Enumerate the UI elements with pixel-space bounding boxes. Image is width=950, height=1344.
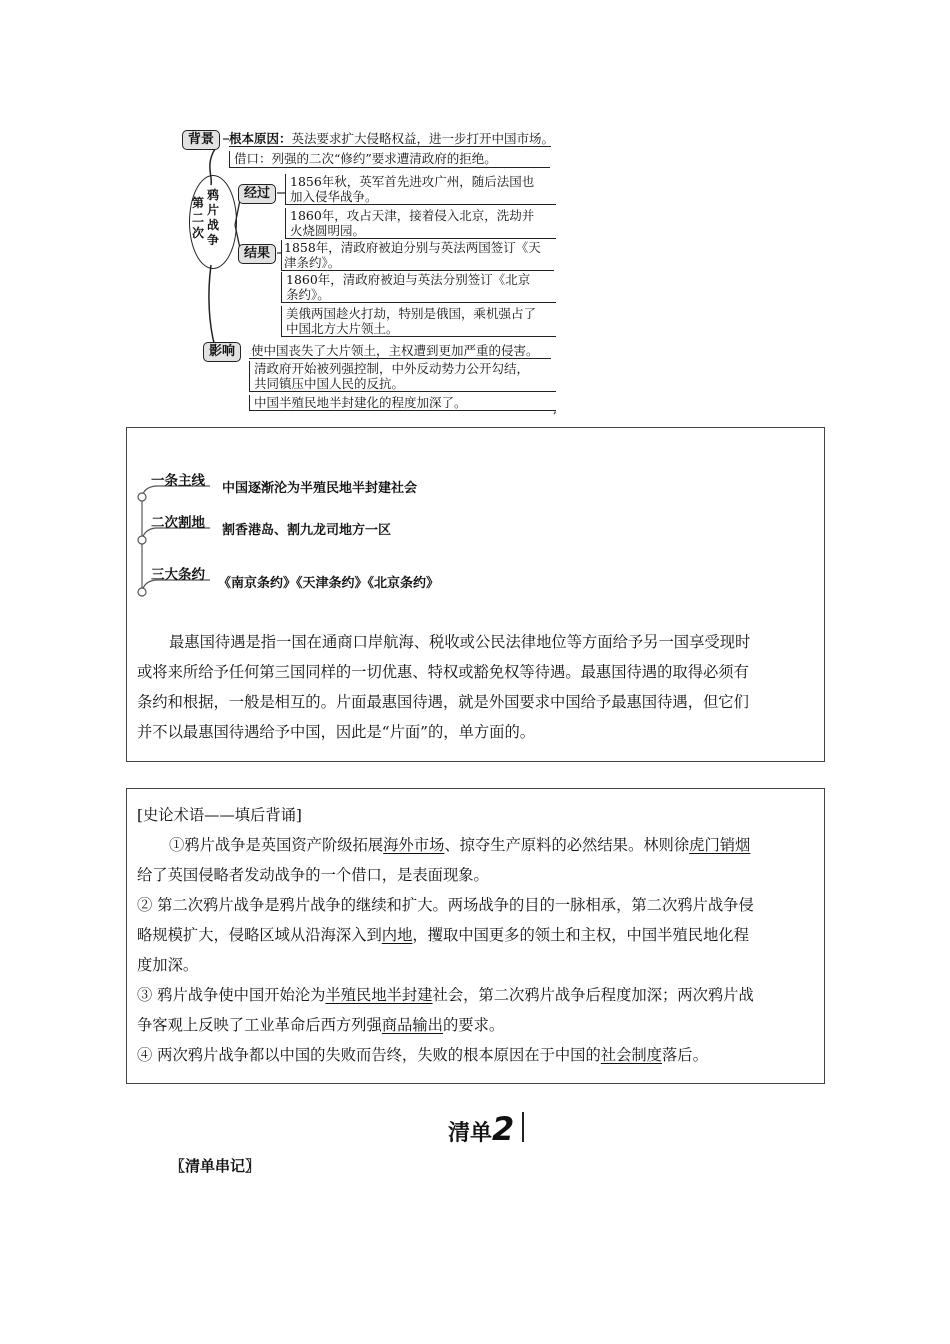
result-item: 1860年，清政府被迫与英法分别签订《北京 条约》。 — [281, 272, 556, 303]
result-item: 美俄两国趁火打劫，特别是俄国，乘机强占了 中国北方大片领土。 — [281, 306, 556, 337]
term-blank: 内地 — [381, 926, 413, 944]
background-pretext: 借口：列强的二次“修约”要求遭清政府的拒绝。 — [229, 151, 550, 168]
tag-process: 经过 — [238, 184, 276, 204]
term-line: ② 第二次鸦片战争是鸦片战争的继续和扩大。两场战争的目的一脉相承，第二次鸦片战争侵 — [137, 896, 754, 914]
branch-label: 二次割地 — [151, 515, 205, 531]
list2-section-label: 〖清单串记〗 — [170, 1157, 261, 1175]
term-blank: 社会制度 — [600, 1046, 662, 1064]
branch-label: 一条主线 — [151, 473, 205, 489]
center-char: 二 — [191, 211, 204, 225]
term-line: ④ 两次鸦片战争都以中国的失败而告终，失败的根本原因在于中国的社会制度落后。 — [137, 1046, 708, 1064]
mind-map-second-opium-war — [175, 125, 565, 415]
terms-heading: [史论术语——填后背诵] — [137, 806, 302, 824]
center-char: 争 — [206, 233, 219, 247]
trailing-comma: , — [553, 401, 557, 416]
term-line: ①鸦片战争是英国资产阶级拓展海外市场、掠夺生产原料的必然结果。林则徐虎门销烟 — [169, 836, 751, 854]
background-root-cause: 根本原因：英法要求扩大侵略权益，进一步打开中国市场。 — [229, 131, 555, 146]
tag-impact: 影响 — [203, 342, 241, 362]
list2-title-text: 清单 — [448, 1121, 493, 1146]
tag-background: 背景 — [182, 130, 220, 150]
branch-label: 三大条约 — [151, 567, 205, 583]
paragraph-line: 并不以最惠国待遇给予中国，因此是“片面”的，单方面的。 — [137, 723, 536, 741]
term-line: 略规模扩大，侵略区域从沿海深入到内地，攫取中国更多的领土和主权，中国半殖民地化程 — [137, 926, 749, 944]
paragraph-line: 条约和根据，一般是相互的。片面最惠国待遇，就是外国要求中国给予最惠国待遇，但它们 — [137, 693, 749, 711]
term-blank: 海外市场 — [383, 836, 445, 854]
term-blank: 虎门销烟 — [689, 836, 751, 854]
impact-item: 清政府开始被列强控制，中外反动势力公开勾结， 共同镇压中国人民的反抗。 — [249, 361, 556, 392]
tag-result: 结果 — [238, 244, 276, 264]
term-line: 度加深。 — [137, 956, 199, 974]
center-char: 次 — [191, 226, 204, 240]
process-item: 1856年秋，英军首先进攻广州，随后法国也 加入侵华战争。 — [285, 174, 556, 205]
center-char: 战 — [206, 218, 219, 232]
impact-item: 中国半殖民地半封建化的程度加深了。 — [249, 395, 556, 411]
mfn-paragraph — [137, 627, 817, 747]
term-blank: 半殖民地半封建 — [325, 986, 433, 1004]
term-line: ③ 鸦片战争使中国开始沦为半殖民地半封建社会，第二次鸦片战争后程度加深；两次鸦片战 — [137, 986, 754, 1004]
term-line: 给了英国侵略者发动战争的一个借口，是表面现象。 — [137, 866, 489, 884]
terms-content — [137, 800, 817, 1070]
paragraph-line: 或将来所给予任何第三国同样的一切优惠、特权或豁免权等待遇。最惠国待遇的取得必须有 — [137, 663, 749, 681]
branch-text: 割香港岛、割九龙司地方一区 — [222, 523, 392, 538]
center-char: 片 — [206, 203, 219, 217]
center-char: 鸦 — [206, 188, 219, 202]
list2-divider — [522, 1112, 524, 1142]
result-item: 1858年，清政府被迫分别与英法两国签订《天 津条约》。 — [281, 240, 554, 271]
center-char: 第 — [191, 196, 204, 210]
impact-item: 使中国丧失了大片领土，主权遭到更加严重的侵害。 — [249, 343, 551, 359]
term-blank: 商品输出 — [381, 1016, 443, 1034]
list2-title-number: 2 — [492, 1110, 515, 1148]
branch-text: 中国逐渐沦为半殖民地半封建社会 — [222, 481, 418, 496]
list2-title — [448, 1110, 514, 1148]
branch-text: 《南京条约》《天津条约》《北京条约》 — [218, 576, 440, 591]
paragraph-line: 最惠国待遇是指一国在通商口岸航海、税收或公民法律地位等方面给予另一国享受现时 — [169, 633, 751, 651]
term-line: 争客观上反映了工业革命后西方列强商品输出的要求。 — [137, 1016, 505, 1034]
process-item: 1860年，攻占天津，接着侵入北京，洗劫并 火烧圆明园。 — [285, 208, 556, 239]
